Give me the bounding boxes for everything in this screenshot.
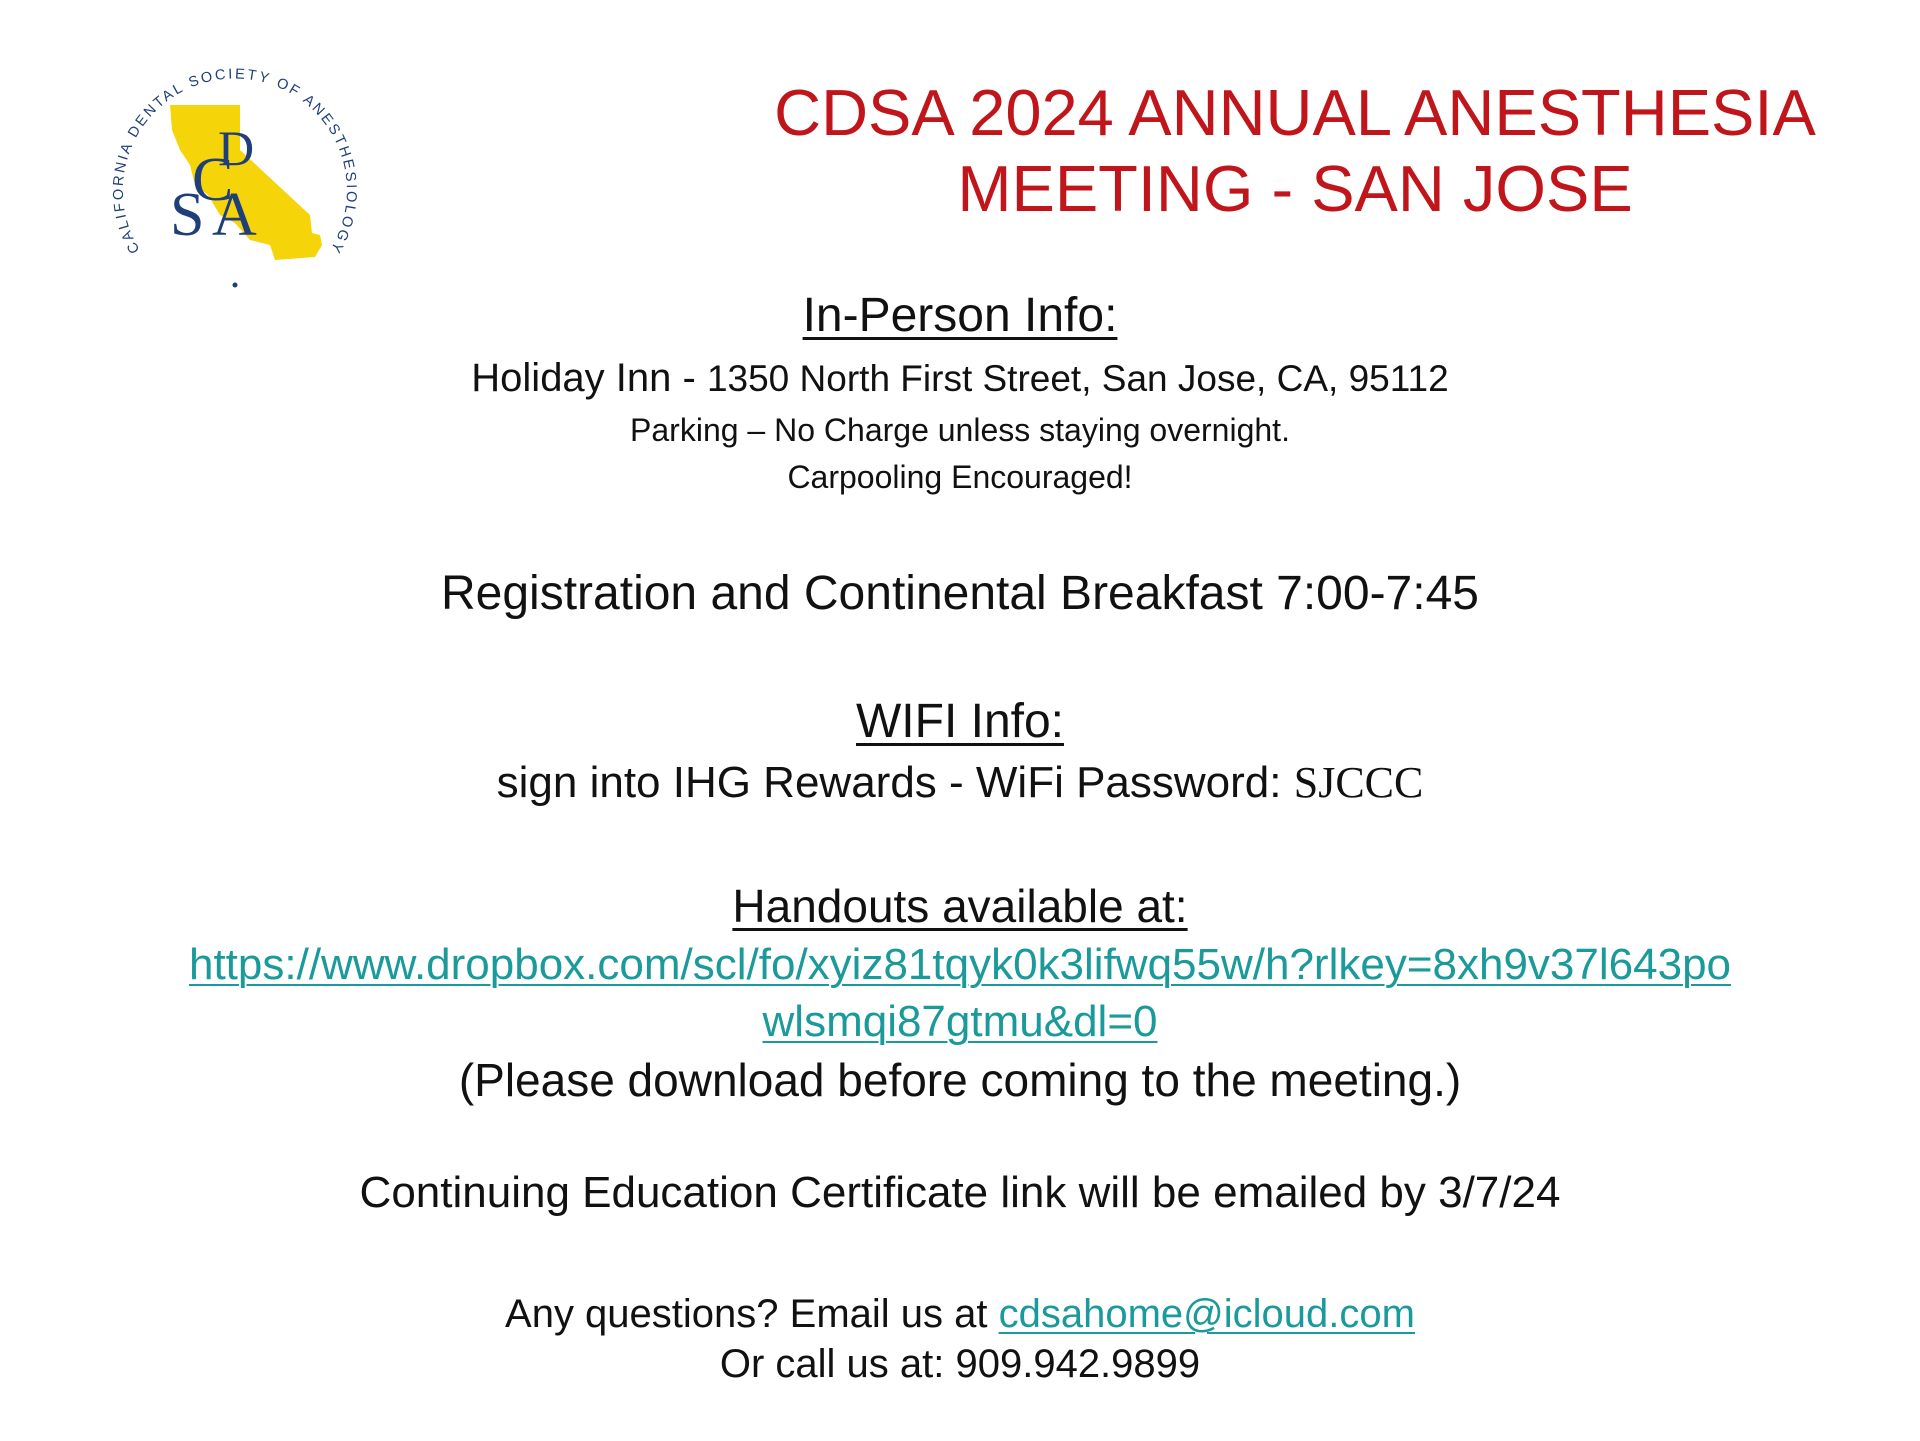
registration-line: Registration and Continental Breakfast 7:00-7:45: [441, 567, 1479, 620]
logo-ring-text: CALIFORNIA DENTAL SOCIETY OF ANESTHESIOLOGY: [110, 66, 360, 258]
contact-phone-line: Or call us at: 909.942.9899: [719, 1342, 1201, 1386]
venue-name: Holiday Inn -: [471, 356, 707, 400]
wifi-heading: WIFI Info:: [855, 695, 1065, 748]
carpool-note: Carpooling Encouraged!: [787, 459, 1133, 495]
cdsa-logo: [100, 35, 380, 305]
title-line-1: CDSA 2024 ANNUAL ANESTHESIA: [774, 76, 1816, 149]
contact-email-link[interactable]: cdsahome@icloud.com: [998, 1292, 1415, 1336]
wifi-line: [0, 756, 1920, 810]
handouts-link-block-2: [0, 995, 1920, 1049]
contact-questions-text: Any questions? Email us at: [505, 1292, 999, 1336]
wifi-password: SJCCC: [1293, 758, 1424, 807]
handouts-heading: Handouts available at:: [732, 880, 1188, 932]
contact-email-line: [0, 1290, 1920, 1338]
parking-note: Parking – No Charge unless staying overnight.: [630, 412, 1290, 448]
logo-letter-c: C: [192, 146, 234, 214]
ce-certificate-line: Continuing Education Certificate link will be emailed by 3/7/24: [359, 1168, 1561, 1217]
venue-line: [0, 354, 1920, 403]
title-line-2: MEETING - SAN JOSE: [957, 152, 1633, 225]
logo-letter-s: S: [170, 181, 205, 249]
wifi-instructions: sign into IHG Rewards - WiFi Password:: [496, 758, 1294, 807]
logo-dot: [233, 283, 238, 288]
page-title: [700, 75, 1890, 227]
handouts-link-line-2[interactable]: wlsmqi87gtmu&dl=0: [762, 997, 1158, 1046]
venue-address: 1350 North First Street, San Jose, CA, 95112: [706, 358, 1449, 399]
cdsa-logo-graphic: [100, 35, 380, 305]
logo-letter-d: D: [218, 120, 255, 176]
handouts-link-block: [0, 938, 1920, 992]
download-note: (Please download before coming to the meeting.): [458, 1054, 1462, 1106]
in-person-heading: In-Person Info:: [802, 289, 1118, 342]
logo-letter-a: A: [212, 181, 257, 249]
handouts-link-line-1[interactable]: https://www.dropbox.com/scl/fo/xyiz81tqyk0k3lifwq55w/h?rlkey=8xh9v37l643po: [188, 940, 1732, 989]
